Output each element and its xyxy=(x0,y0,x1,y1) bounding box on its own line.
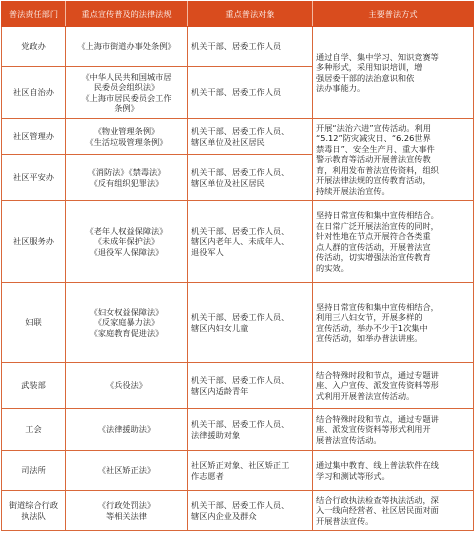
table-row xyxy=(2,201,474,283)
law-cell xyxy=(66,363,188,409)
method-text-line: 通过集中教育、线上普法软件在线 xyxy=(316,460,439,470)
law-text-line: 《家庭教育促进法》 xyxy=(89,327,164,338)
dept-text-line: 社区管理办 xyxy=(13,131,54,142)
target-text-line: 机关干部、居委工作人员、 xyxy=(191,500,290,510)
method-cell xyxy=(313,451,474,491)
method-text-line: 持续开展法治宣传。 xyxy=(316,185,390,196)
law-cell xyxy=(66,67,188,119)
method-cell xyxy=(313,363,474,409)
method-text-line: “5.12”防灾减灾日、“6.26世界 xyxy=(316,133,431,144)
method-text-line: 坚持日常宣传和集中宣传相结合。 xyxy=(316,210,439,220)
law-text-line: 《未成年保护法》 xyxy=(93,236,160,247)
method-text-line: 学习和测试等形式。 xyxy=(316,470,390,481)
method-text-line: 开展法律法规的宣传教育活动， xyxy=(316,175,431,186)
target-cell xyxy=(188,201,313,283)
target-text-line: 法律援助对象 xyxy=(191,429,241,440)
dept-cell xyxy=(2,409,66,451)
method-text-line: 强居委干部的法治意识和依 xyxy=(316,72,415,83)
law-text-line: 等相关法律 xyxy=(106,510,147,521)
method-text-line: 结合特殊时段和节点，通过专题讲 xyxy=(316,369,439,380)
table-row xyxy=(2,27,474,67)
dept-text-line: 妇联 xyxy=(25,317,42,328)
target-text-line: 辖区内企业及群众 xyxy=(191,510,257,521)
target-text-line: 机关干部、居委工作人员、 xyxy=(191,225,290,236)
law-text-line: 《法律援助法》 xyxy=(97,424,156,435)
method-text-line: 在日常广泛开展法治宣传的同时， xyxy=(316,220,439,231)
dept-text-line: 社区服务办 xyxy=(13,236,54,247)
method-text-line: 传活动，切实增强法治宣传教育 xyxy=(316,252,431,262)
dept-text-line: 工会 xyxy=(25,424,42,435)
dept-text-line: 司法所 xyxy=(21,465,46,476)
target-cell xyxy=(188,119,313,155)
method-text-line: 多种形式，采用知识培训，增 xyxy=(316,62,423,72)
law-cell xyxy=(66,155,188,201)
law-text-line: 《退役军人保障法》 xyxy=(89,246,164,257)
header-method: 主要普法方式 xyxy=(313,2,474,27)
method-text-line: 点人群的宣传活动，开展普法宣 xyxy=(316,241,431,252)
method-text-line: 警示教育等活动开展普法宣传教 xyxy=(316,154,431,165)
method-text-line: 座、派发宣传资料等形式利用开 xyxy=(316,424,431,435)
law-text-line: 《社区矫正法》 xyxy=(97,465,156,476)
target-cell xyxy=(188,27,313,67)
dept-cell xyxy=(2,67,66,119)
method-text-line: 利用三八妇女节，开展多样的 xyxy=(316,312,423,322)
target-text-line: 辖区单位及社区居民 xyxy=(191,136,265,147)
law-cell xyxy=(66,27,188,67)
dept-text-line: 武装部 xyxy=(21,380,46,391)
method-text-line: 坚持日常宣传和集中宣传相结合， xyxy=(316,301,439,312)
law-text-line: 《物业管理条例》 xyxy=(93,126,160,136)
method-text-line: 入一线向经营者、社区居民面对面 xyxy=(316,505,439,516)
method-text-line: 宣传活动，举办不少于1次集中 xyxy=(316,322,428,333)
target-cell xyxy=(188,491,313,531)
target-text-line: 辖区单位及社区居民 xyxy=(191,177,265,188)
target-text-line: 社区矫正对象、社区矫正工 xyxy=(191,460,290,470)
dept-cell xyxy=(2,283,66,363)
dept-cell xyxy=(2,119,66,155)
dept-cell xyxy=(2,201,66,283)
law-cell xyxy=(66,409,188,451)
method-text-line: 针对性地在节点开展符合各类重 xyxy=(316,231,431,241)
table-row xyxy=(2,451,474,491)
law-text-line: 《兵役法》 xyxy=(106,380,147,391)
law-cell xyxy=(66,283,188,363)
target-text-line: 辖区内老年人、未成年人、 xyxy=(191,236,290,247)
target-text-line: 机关干部、居委工作人员、 xyxy=(191,167,290,177)
method-cell xyxy=(313,119,474,201)
law-text-line: 《老年人权益保障法》 xyxy=(85,225,168,236)
target-text-line: 作志愿者 xyxy=(191,470,224,481)
target-text-line: 退役军人 xyxy=(191,246,224,257)
dept-text-line: 社区自治办 xyxy=(13,87,54,98)
law-text-line: 《中华人民共和国城市居 xyxy=(81,71,172,82)
method-text-line: 育，利用发布普法宣传资料，组织 xyxy=(316,164,439,175)
method-text-line: 结合行政执法检查等执法活动，深 xyxy=(316,494,439,505)
table-body xyxy=(2,27,474,531)
method-text-line: 的实效。 xyxy=(316,262,349,273)
target-text-line: 机关干部、居委工作人员 xyxy=(191,87,282,98)
target-text-line: 机关干部、居委工作人员 xyxy=(191,41,282,52)
law-text-line: 《上海市街道办事处条例》 xyxy=(77,41,176,52)
target-text-line: 辖区内妇女儿童 xyxy=(191,322,249,333)
method-text-line: 法办事能力。 xyxy=(316,83,366,93)
law-cell xyxy=(66,491,188,531)
method-cell xyxy=(313,409,474,451)
table-header-row xyxy=(2,2,474,27)
method-text-line: 结合特殊时段和节点，通过专题讲 xyxy=(316,413,439,424)
method-cell xyxy=(313,27,474,119)
table-row xyxy=(2,491,474,531)
target-cell xyxy=(188,283,313,363)
method-text-line: 宣传活动，如举办普法讲座。 xyxy=(316,333,423,343)
method-text-line: 禁毒日”、安全生产月、重大事件 xyxy=(316,143,435,154)
header-target: 重点普法对象 xyxy=(188,2,313,27)
dept-text-line: 社区平安办 xyxy=(13,172,54,183)
target-text-line: 机关干部、居委工作人员、 xyxy=(191,126,290,136)
method-text-line: 开展普法宣传。 xyxy=(316,515,374,526)
law-text-line: 《生活垃圾管理条例》 xyxy=(85,136,168,147)
table-row xyxy=(2,363,474,409)
table-row xyxy=(2,119,474,155)
law-cell xyxy=(66,201,188,283)
law-publicity-table xyxy=(1,1,474,531)
method-text-line: 通过自学、集中学习、知识竞赛等 xyxy=(316,51,439,62)
method-text-line: 展普法宣传活动。 xyxy=(316,434,382,445)
dept-text-line: 街道综合行政 xyxy=(8,500,59,510)
method-text-line: 开展“法治六进”宣传活动。利用 xyxy=(316,122,431,133)
method-cell xyxy=(313,201,474,283)
law-text-line: 《消防法》《禁毒法》 xyxy=(87,167,166,177)
method-text-line: 座、入户宣传、派发宣传资料等形 xyxy=(316,380,439,391)
dept-cell xyxy=(2,155,66,201)
target-cell xyxy=(188,451,313,491)
target-text-line: 机关干部、居委工作人员、 xyxy=(191,312,290,322)
header-law: 重点宣传普及的法律法规 xyxy=(66,2,188,27)
law-text-line: 条例》 xyxy=(114,103,139,113)
law-text-line: 《反有组织犯罪法》 xyxy=(89,177,164,188)
target-cell xyxy=(188,409,313,451)
dept-cell xyxy=(2,27,66,67)
target-cell xyxy=(188,67,313,119)
dept-cell xyxy=(2,451,66,491)
target-cell xyxy=(188,363,313,409)
law-text-line: 《行政处罚法》 xyxy=(97,500,156,510)
method-cell xyxy=(313,491,474,531)
law-cell xyxy=(66,119,188,155)
target-text-line: 机关干部、居委工作人员、 xyxy=(191,375,290,385)
method-text-line: 式利用开展普法宣传活动。 xyxy=(316,390,415,401)
table-row xyxy=(2,283,474,363)
dept-cell xyxy=(2,363,66,409)
law-text-line: 《上海市居民委员会工作 xyxy=(81,92,172,103)
law-text-line: 《反家庭暴力法》 xyxy=(93,317,160,328)
method-cell xyxy=(313,283,474,363)
law-text-line: 民委员会组织法》 xyxy=(93,82,160,92)
dept-text-line: 执法队 xyxy=(21,510,46,521)
target-text-line: 机关干部、居委工作人员、 xyxy=(191,419,290,429)
dept-text-line: 党政办 xyxy=(21,41,46,52)
header-dept: 普法责任部门 xyxy=(2,2,66,27)
target-cell xyxy=(188,155,313,201)
law-text-line: 《妇女权益保障法》 xyxy=(89,306,164,317)
law-cell xyxy=(66,451,188,491)
dept-cell xyxy=(2,491,66,531)
target-text-line: 辖区内适龄青年 xyxy=(191,385,249,396)
table-row xyxy=(2,409,474,451)
